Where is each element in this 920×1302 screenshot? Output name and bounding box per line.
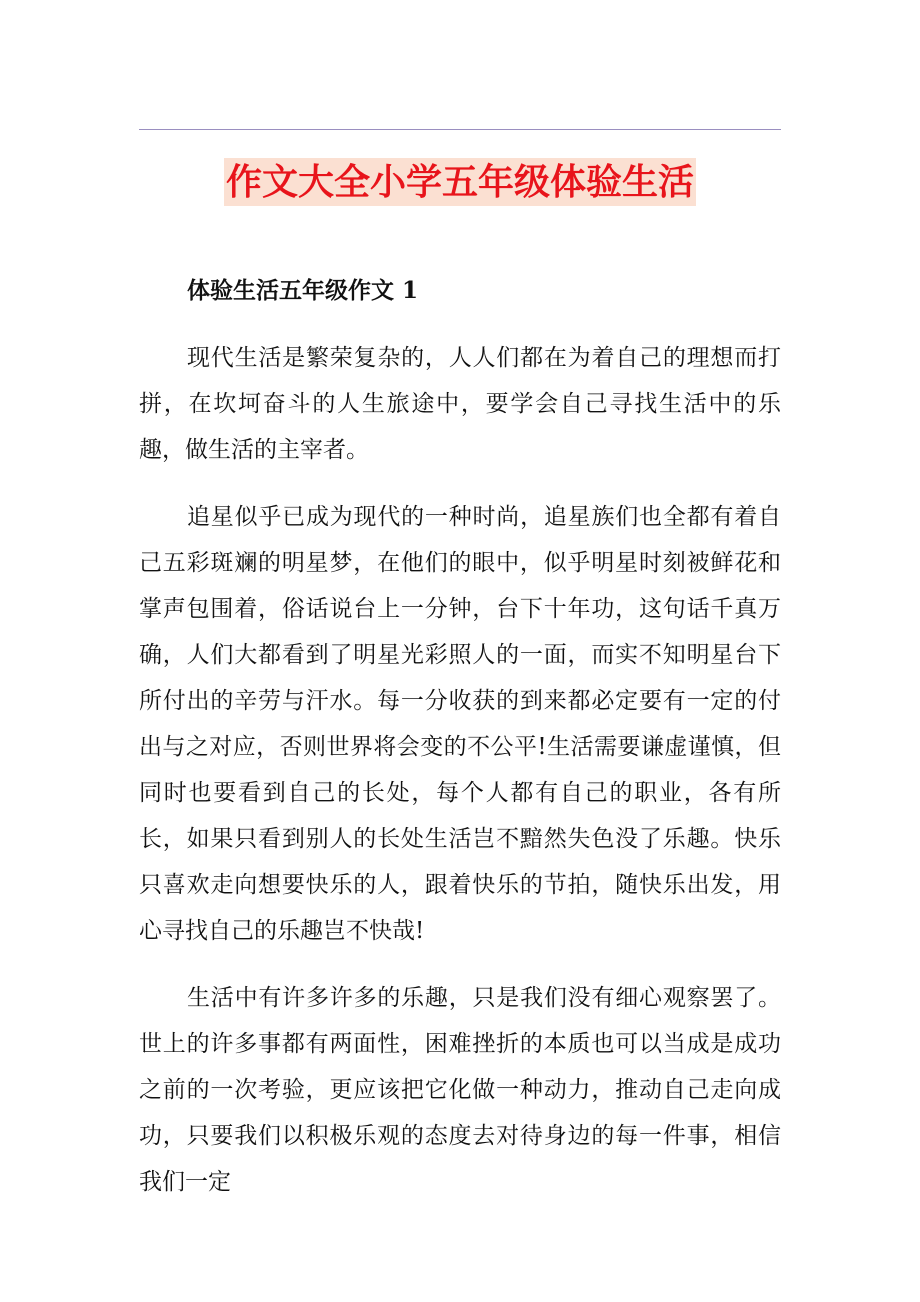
- paragraph-2: 追星似乎已成为现代的一种时尚，追星族们也全都有着自己五彩斑斓的明星梦，在他们的眼中，似乎明星时刻被鲜花和掌声包围着，俗话说台上一分钟，台下十年功，这句话千真万确，人们大都看到了明星光彩照人的一面，而实不知明星台下所付出的辛劳与汗水。每一分收获的到来都必定要有一定的付出与之对应，否则世界将会变的不公平!生活需要谦虚谨慎，但同时也要看到自己的长处，每个人都有自己的职业，各有所长，如果只看到别人的长处生活岂不黯然失色没了乐趣。快乐只喜欢走向想要快乐的人，跟着快乐的节拍，随快乐出发，用心寻找自己的乐趣岂不快哉!: [139, 504, 781, 944]
- title-block: [0, 158, 920, 206]
- section-heading: 体验生活五年级作文 1: [187, 277, 419, 304]
- document-body: [139, 268, 781, 1226]
- document-title: 作文大全小学五年级体验生活: [224, 158, 696, 206]
- paragraph-3: 生活中有许多许多的乐趣，只是我们没有细心观察罢了。世上的许多事都有两面性，困难挫折的本质也可以当成是成功之前的一次考验，更应该把它化做一种动力，推动自己走向成功，只要我们以积极乐观的态度去对待身边的每一件事，相信我们一定: [139, 985, 781, 1195]
- header-rule: [139, 129, 781, 130]
- paragraph-1: 现代生活是繁荣复杂的，人人们都在为着自己的理想而打拼，在坎坷奋斗的人生旅途中，要学会自己寻找生活中的乐趣，做生活的主宰者。: [139, 345, 781, 463]
